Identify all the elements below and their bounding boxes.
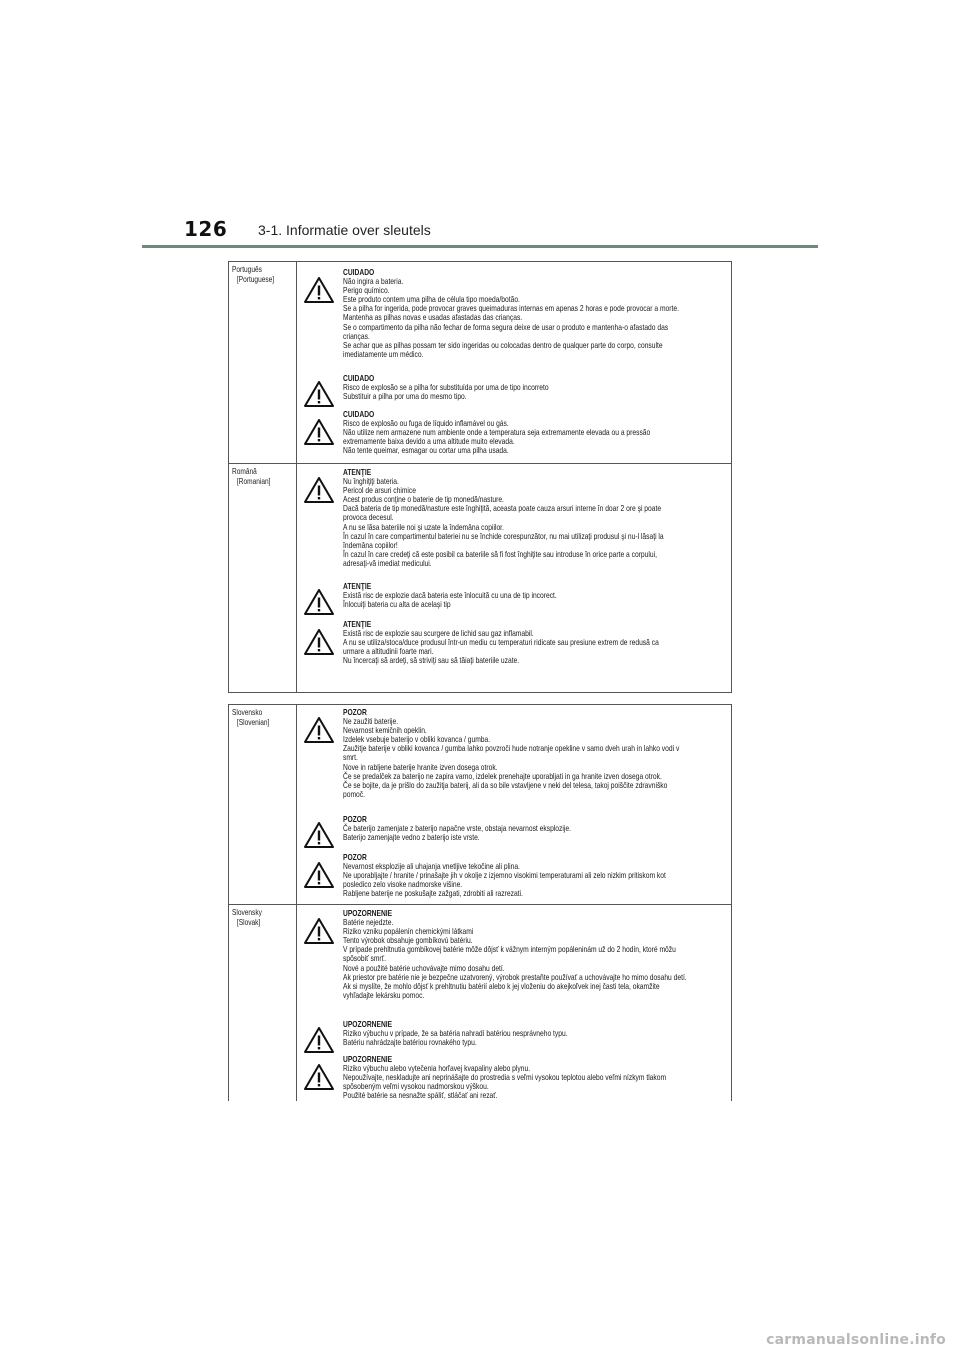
warning-triangle-icon bbox=[303, 628, 335, 656]
warning-line: Riziko výbuchu alebo vytečenia horľavej kvapaliny alebo plynu. bbox=[343, 1063, 531, 1074]
warning-line: Există risc de explozie dacă bateria este înlocuită cu una de tip incorect. bbox=[343, 590, 557, 601]
warning-line: vyhľadajte lekársku pomoc. bbox=[343, 989, 425, 1000]
warning-text bbox=[343, 1020, 719, 1047]
warning-line: Nu încercaţi să ardeţi, să striviţi sau să tăiaţi bateriile uzate. bbox=[343, 655, 520, 666]
warning-line: posledico zelo visoke nadmorske višine. bbox=[343, 879, 463, 890]
warning-line: imediatamente um médico. bbox=[343, 348, 424, 359]
warning-line: adresaţi-vă imediat medicului. bbox=[343, 557, 432, 568]
warning-triangle-icon bbox=[303, 1026, 335, 1054]
warning-line: Pericol de arsuri chimice bbox=[343, 485, 416, 496]
warning-line: Risco de explosão ou fuga de líquido inflamável ou gás. bbox=[343, 418, 509, 429]
warning-text bbox=[343, 853, 719, 898]
warning-text bbox=[343, 468, 719, 568]
warning-triangle-icon bbox=[303, 716, 335, 744]
warning-triangle-icon bbox=[303, 1063, 335, 1091]
warning-line: smrt. bbox=[343, 752, 358, 763]
warning-title: UPOZORNENIE bbox=[343, 1054, 393, 1064]
warning-triangle-icon bbox=[303, 380, 335, 408]
language-name bbox=[232, 908, 281, 927]
warning-line: Nove in rabljene baterije hranite izven dosega otrok. bbox=[343, 761, 498, 772]
language-english-name: [Portuguese] bbox=[236, 274, 275, 284]
warning-line: Nevarnost kemičnih opeklin. bbox=[343, 725, 427, 736]
warning-line: spôsobeným veľmi vysokou nadmorskou výškou. bbox=[343, 1081, 489, 1092]
warning-line: Nepoužívajte, neskladujte ani neprinášajte do prostredia s veľmi vysokou teplotou alebo veľmi nízkym tlakom bbox=[343, 1072, 667, 1083]
column-divider bbox=[296, 464, 297, 692]
warning-title: ATENŢIE bbox=[343, 619, 372, 629]
warning-line: Risco de explosão se a pilha for substituída por uma de tipo incorreto bbox=[343, 382, 549, 393]
warning-line: Ak si myslíte, že mohlo dôjsť k prehltnutiu batérií alebo k jej vloženiu do akejkoľvek inej časti tela, okamžite bbox=[343, 980, 660, 991]
warning-line: Tento výrobok obsahuje gombíkovú batériu. bbox=[343, 935, 473, 946]
warning-line: Če se bojite, da je prišlo do zaužitja baterij, ali da so bile vstavljene v neki del telesa, takoj poiščite zdravniško bbox=[343, 779, 668, 790]
column-divider bbox=[296, 262, 297, 463]
warning-line: Dacă bateria de tip monedă/nasture este înghiţită, aceasta poate cauza arsuri interne în doar 2 ore şi poate bbox=[343, 503, 662, 514]
warning-text bbox=[343, 708, 719, 799]
warning-line: provoca decesul. bbox=[343, 512, 394, 523]
warning-triangle-icon bbox=[303, 418, 335, 446]
warning-title: CUIDADO bbox=[343, 267, 375, 277]
warning-line: Este produto contem uma pilha de célula tipo moeda/botão. bbox=[343, 294, 520, 305]
warning-line: urmare a altitudinii foarte mari. bbox=[343, 646, 434, 657]
warning-line: Če baterijo zamenjate z baterijo napačne vrste, obstaja nevarnost eksplozije. bbox=[343, 823, 571, 834]
language-native-name: Română bbox=[232, 467, 257, 476]
warning-title: UPOZORNENIE bbox=[343, 1019, 393, 1029]
language-english-name: [Slovak] bbox=[236, 917, 261, 927]
warning-line: Não ingira a bateria. bbox=[343, 276, 404, 287]
warning-title: POZOR bbox=[343, 852, 367, 862]
warning-line: Riziko vzniku popálenín chemickými látkami bbox=[343, 926, 474, 937]
warning-title: ATENŢIE bbox=[343, 581, 372, 591]
warning-line: În cazul în care credeţi că este posibil ca bateriile să fi fost înghiţite sau introduse în orice parte a corpului, bbox=[343, 548, 657, 559]
warning-line: Nu înghiţiţi bateria. bbox=[343, 476, 399, 487]
warning-line: În cazul în care compartimentul bateriei nu se închide corespunzător, nu mai utilizaţi produsul şi nu-l lăsaţi la bbox=[343, 530, 664, 541]
warning-line: Există risc de explozie sau scurgere de lichid sau gaz inflamabil. bbox=[343, 628, 534, 639]
warning-line: Nevarnost eksplozije ali uhajanja vnetljive tekočine ali plina. bbox=[343, 861, 520, 872]
warning-line: A nu se lăsa bateriile noi şi uzate la îndemâna copiilor. bbox=[343, 521, 504, 532]
warning-line: Não tente queimar, esmagar ou cortar uma pilha usada. bbox=[343, 445, 509, 456]
warning-block-top bbox=[228, 261, 732, 693]
warning-line: Nové a použité batérie uchovávajte mimo dosahu detí. bbox=[343, 962, 505, 973]
warning-line: Ne zaužiti baterije. bbox=[343, 716, 399, 727]
language-native-name: Português bbox=[232, 265, 262, 274]
warning-text bbox=[343, 909, 719, 1000]
column-divider bbox=[296, 705, 297, 904]
language-english-name: [Romanian] bbox=[236, 476, 271, 486]
language-row bbox=[229, 464, 731, 692]
warning-line: Ne uporabljajte / hranite / prinašajte jih v okolje z izjemno visokimi temperaturami ali zelo nizkim pritiskom kot bbox=[343, 870, 666, 881]
warning-text bbox=[343, 268, 719, 359]
warning-block-bottom bbox=[228, 704, 732, 1101]
warning-line: Ak priestor pre batérie nie je bezpečne uzatvorený, výrobok prestaňte používať a uchovávajte ho mimo dosahu detí. bbox=[343, 971, 687, 982]
warning-text bbox=[343, 374, 719, 401]
warning-line: Se o compartimento da pilha não fechar de forma segura deixe de usar o produto e mantenha-o afastado das bbox=[343, 321, 669, 332]
warning-title: UPOZORNENIE bbox=[343, 908, 393, 918]
warning-line: spôsobiť smrť. bbox=[343, 953, 387, 964]
warning-line: Použité batérie sa nesnažte spáliť, stláčať ani rezať. bbox=[343, 1090, 498, 1101]
warning-line: Baterijo zamenjajte vedno z baterijo iste vrste. bbox=[343, 832, 480, 843]
warning-text bbox=[343, 410, 719, 455]
warning-line: Perigo químico. bbox=[343, 285, 390, 296]
warning-title: CUIDADO bbox=[343, 409, 375, 419]
warning-triangle-icon bbox=[303, 861, 335, 889]
language-name bbox=[232, 265, 281, 284]
warning-line: Înlocuiţi bateria cu alta de acelaşi tip bbox=[343, 599, 451, 610]
column-divider bbox=[296, 905, 297, 1101]
watermark: carmanualsonline.info bbox=[766, 1332, 946, 1348]
warning-title: CUIDADO bbox=[343, 373, 375, 383]
language-row bbox=[229, 705, 731, 905]
warning-line: Mantenha as pilhas novas e usadas afastadas das crianças. bbox=[343, 312, 523, 323]
warning-title: ATENŢIE bbox=[343, 467, 372, 477]
warning-line: Batériu nahrádzajte batériou rovnakého typu. bbox=[343, 1037, 477, 1048]
language-name bbox=[232, 708, 281, 727]
warning-triangle-icon bbox=[303, 821, 335, 849]
header-rule bbox=[142, 245, 818, 248]
warning-triangle-icon bbox=[303, 276, 335, 304]
warning-triangle-icon bbox=[303, 476, 335, 504]
warning-line: Riziko výbuchu v prípade, že sa batéria nahradí batériou nesprávneho typu. bbox=[343, 1028, 568, 1039]
warning-text bbox=[343, 620, 719, 665]
warning-line: Izdelek vsebuje baterijo v obliki kovanca / gumba. bbox=[343, 734, 491, 745]
warning-line: Não utilize nem armazene num ambiente onde a temperatura seja extremamente elevada ou a pressão bbox=[343, 427, 651, 438]
warning-line: Se achar que as pilhas possam ter sido ingeridas ou colocadas dentro de qualquer parte do corpo, consulte bbox=[343, 339, 663, 350]
warning-title: POZOR bbox=[343, 707, 367, 717]
warning-line: Acest produs conţine o baterie de tip monedă/nasture. bbox=[343, 494, 504, 505]
warning-text bbox=[343, 1055, 719, 1100]
warning-line: crianças. bbox=[343, 330, 370, 341]
warning-triangle-icon bbox=[303, 588, 335, 616]
language-english-name: [Slovenian] bbox=[236, 717, 270, 727]
language-native-name: Slovensky bbox=[232, 908, 262, 917]
warning-triangle-icon bbox=[303, 917, 335, 945]
warning-line: Se a pilha for ingerida, pode provocar graves queimaduras internas em apenas 2 horas e pode provocar a morte. bbox=[343, 303, 679, 314]
language-row bbox=[229, 262, 731, 464]
warning-line: Batérie nejedzte. bbox=[343, 917, 394, 928]
section-title: 3-1. Informatie over sleutels bbox=[258, 222, 431, 238]
language-name bbox=[232, 467, 281, 486]
language-row bbox=[229, 905, 731, 1101]
warning-line: îndemâna copiilor! bbox=[343, 539, 398, 550]
warning-line: pomoč. bbox=[343, 788, 365, 799]
language-native-name: Slovensko bbox=[232, 708, 263, 717]
warning-line: Substituir a pilha por uma do mesmo tipo. bbox=[343, 391, 467, 402]
warning-line: V prípade prehltnutia gombíkovej batérie môže dôjsť k vážnym interným popáleninám už do 2 hodín, ktoré môžu bbox=[343, 944, 676, 955]
warning-text bbox=[343, 815, 719, 842]
page-number: 126 bbox=[184, 217, 228, 241]
warning-line: Rabljene baterije ne poskušajte zažgati, zdrobiti ali razrezati. bbox=[343, 888, 523, 899]
warning-line: Če se predalček za baterijo ne zapira varno, izdelek prenehajte uporabljati in ga hranite izven dosega otrok. bbox=[343, 770, 662, 781]
warning-line: Zaužitje baterije v obliki kovanca / gumba lahko povzroči hude notranje opekline v samo dveh urah in lahko vodi v bbox=[343, 743, 680, 754]
warning-title: POZOR bbox=[343, 814, 367, 824]
warning-line: extremamente baixa devido a uma altitude muito elevada. bbox=[343, 436, 515, 447]
warning-line: A nu se utiliza/stoca/duce produsul într-un mediu cu temperaturi ridicate sau presiune extrem de redusă ca bbox=[343, 637, 659, 648]
warning-text bbox=[343, 582, 719, 609]
